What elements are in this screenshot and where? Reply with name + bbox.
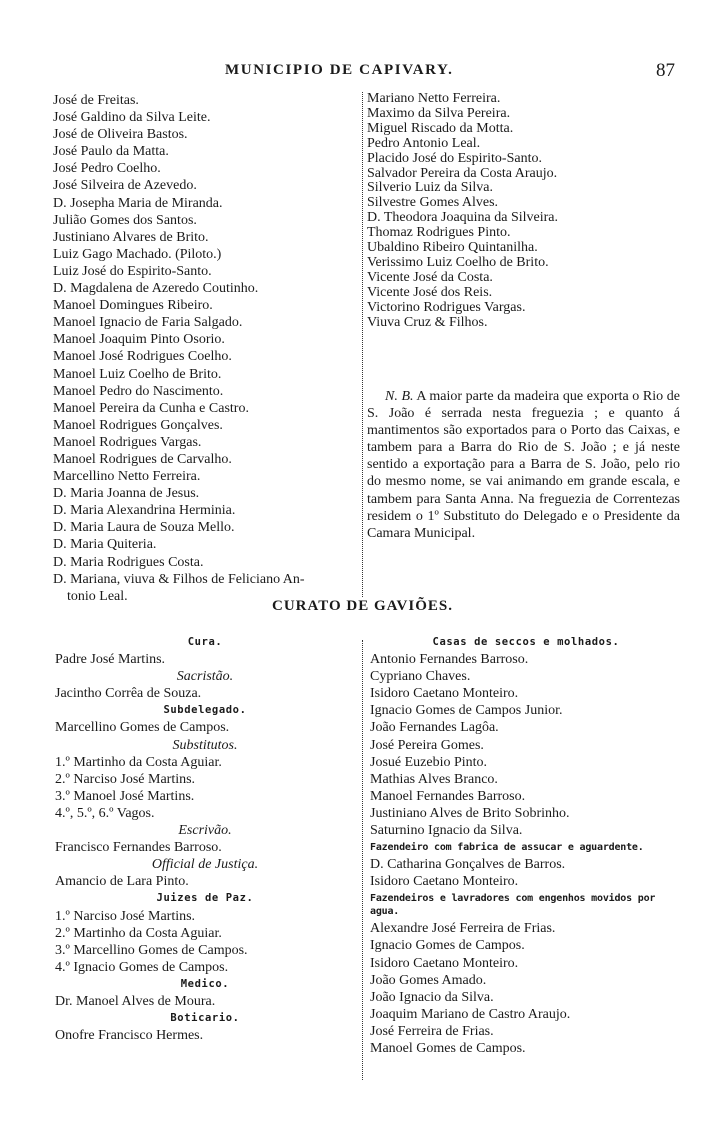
running-header bbox=[0, 62, 725, 84]
list-item: Mariano Netto Ferreira. bbox=[367, 91, 501, 106]
list-item: Salvador Pereira da Costa Araujo. bbox=[367, 165, 558, 181]
category-heading: Fazendeiros e lavradores com engenhos movidos por agua. bbox=[370, 893, 656, 918]
list-item: João Gomes Amado. bbox=[370, 972, 487, 988]
list-item: D. Maria Joanna de Jesus. bbox=[53, 486, 200, 502]
top-left-name-list bbox=[53, 92, 358, 605]
list-item: Manoel Pereira da Cunha e Castro. bbox=[53, 400, 249, 416]
role-heading: Sacristão. bbox=[176, 669, 234, 685]
list-item: José de Oliveira Bastos. bbox=[53, 127, 188, 143]
list-item: Isidoro Caetano Monteiro. bbox=[370, 686, 519, 702]
list-item: Viuva Cruz & Filhos. bbox=[367, 314, 488, 330]
list-item: 1.º Narciso José Martins. bbox=[55, 908, 196, 924]
list-item: 4.º, 5.º, 6.º Vagos. bbox=[55, 805, 155, 821]
list-item: Manoel Pedro do Nascimento. bbox=[53, 383, 224, 399]
list-item: Pedro Antonio Leal. bbox=[367, 135, 481, 151]
list-item: Dr. Manoel Alves de Moura. bbox=[55, 993, 216, 1009]
list-item: Vicente José da Costa. bbox=[367, 269, 493, 285]
list-item: D. Maria Quiteria. bbox=[53, 537, 157, 553]
page-number: 87 bbox=[656, 60, 675, 81]
list-item: Manoel Gomes de Campos. bbox=[370, 1040, 526, 1056]
page-header-title: MUNICIPIO DE CAPIVARY. bbox=[225, 62, 454, 78]
category-heading: Juizes de Paz. bbox=[156, 892, 254, 905]
list-item: Manoel Rodrigues de Carvalho. bbox=[53, 451, 232, 467]
category-heading: Cura. bbox=[187, 636, 223, 648]
list-item: Luiz Gago Machado. (Piloto.) bbox=[53, 246, 222, 262]
note-text: A maior parte da madeira que exporta o Rio de S. João é serrada nesta freguezia ; e quanto á mantimentos são exportados para o Porto das Caixas, e tambem para a Barra do Rio de S. João ; e já neste sentido a exportação para a Barra de S. João, pelo rio do mesmo nome, se vai animando em grande escala, e tambem para Santa Anna. Na freguezia de Correntezas residem o 1º Substituto do Delegado e o Presidente da Camara Municipal. bbox=[367, 389, 681, 541]
list-item: José Pereira Gomes. bbox=[370, 737, 484, 753]
section-title: CURATO DE GAVIÕES. bbox=[272, 598, 453, 614]
column-divider-top bbox=[362, 92, 363, 597]
list-item: Isidoro Caetano Monteiro. bbox=[370, 874, 519, 890]
list-item: Joaquim Mariano de Castro Araujo. bbox=[370, 1006, 571, 1022]
list-item: 3.º Marcellino Gomes de Campos. bbox=[55, 942, 248, 958]
list-item: Manoel Rodrigues Vargas. bbox=[53, 434, 202, 450]
list-item: Mathias Alves Branco. bbox=[370, 771, 498, 787]
list-item: Padre José Martins. bbox=[55, 652, 166, 668]
list-item: Alexandre José Ferreira de Frias. bbox=[370, 921, 556, 937]
list-item: Julião Gomes dos Santos. bbox=[53, 212, 197, 228]
list-item: João Ignacio da Silva. bbox=[370, 989, 494, 1005]
list-item: José de Freitas. bbox=[53, 93, 139, 108]
list-item: 1.º Martinho da Costa Aguiar. bbox=[55, 754, 222, 770]
role-heading: Official de Justiça. bbox=[151, 857, 259, 873]
list-item: Manoel Joaquim Pinto Osorio. bbox=[53, 332, 225, 348]
list-item: Thomaz Rodrigues Pinto. bbox=[367, 225, 511, 241]
list-item: 2.º Martinho da Costa Aguiar. bbox=[55, 925, 222, 941]
list-item: Justiniano Alvares de Brito. bbox=[53, 229, 209, 245]
curato-right-column bbox=[370, 634, 682, 1057]
list-item: José Galdino da Silva Leite. bbox=[53, 110, 211, 126]
list-item: Antonio Fernandes Barroso. bbox=[370, 652, 529, 668]
list-item: Manoel Rodrigues Gonçalves. bbox=[53, 417, 223, 433]
category-heading: Medico. bbox=[180, 977, 230, 990]
list-item: Ubaldino Ribeiro Quintanilha. bbox=[367, 240, 538, 256]
list-item: João Fernandes Lagôa. bbox=[370, 720, 499, 736]
column-divider-bottom bbox=[362, 640, 363, 1080]
list-item: Vicente José dos Reis. bbox=[367, 284, 493, 300]
list-item: Miguel Riscado da Motta. bbox=[367, 120, 514, 136]
list-item: D. Mariana, viuva & Filhos de Feliciano An- bbox=[53, 571, 305, 587]
list-item: Ignacio Gomes de Campos. bbox=[370, 938, 525, 954]
list-item: Manoel Fernandes Barroso. bbox=[370, 788, 526, 804]
list-item: Marcellino Netto Ferreira. bbox=[53, 469, 201, 485]
list-item: Placido José do Espirito-Santo. bbox=[367, 150, 542, 166]
list-item: Ignacio Gomes de Campos Junior. bbox=[370, 703, 563, 719]
list-item: José Silveira de Azevedo. bbox=[53, 178, 197, 194]
list-item: Verissimo Luiz Coelho de Brito. bbox=[367, 254, 549, 270]
list-item: Marcellino Gomes de Campos. bbox=[55, 720, 230, 736]
category-heading: Boticario. bbox=[170, 1012, 240, 1025]
list-item: Manoel José Rodrigues Coelho. bbox=[53, 349, 232, 365]
list-item: Isidoro Caetano Monteiro. bbox=[370, 955, 519, 971]
list-item: Saturnino Ignacio da Silva. bbox=[370, 823, 523, 839]
list-item: Maximo da Silva Pereira. bbox=[367, 105, 511, 121]
category-heading: Casas de seccos e molhados. bbox=[432, 636, 620, 648]
category-heading: Fazendeiro com fabrica de assucar e aguardente. bbox=[370, 842, 644, 854]
list-item: D. Maria Alexandrina Herminia. bbox=[53, 503, 236, 519]
list-item: José Paulo da Matta. bbox=[53, 144, 169, 160]
list-item: D. Maria Rodrigues Costa. bbox=[53, 554, 204, 570]
list-item: Jacintho Corrêa de Souza. bbox=[55, 686, 202, 702]
list-item: Silvestre Gomes Alves. bbox=[367, 195, 499, 211]
list-item: D. Josepha Maria de Miranda. bbox=[53, 195, 223, 211]
note-paragraph bbox=[367, 388, 680, 542]
list-item: Cypriano Chaves. bbox=[370, 669, 471, 685]
list-item: Francisco Fernandes Barroso. bbox=[55, 840, 222, 856]
category-heading: Subdelegado. bbox=[163, 704, 247, 717]
list-item: D. Magdalena de Azeredo Coutinho. bbox=[53, 281, 259, 297]
role-heading: Escrivão. bbox=[178, 823, 232, 839]
list-item: Victorino Rodrigues Vargas. bbox=[367, 299, 526, 315]
list-item: Luiz José do Espirito-Santo. bbox=[53, 263, 212, 279]
note-label: N. B. bbox=[385, 389, 414, 404]
list-item: D. Catharina Gonçalves de Barros. bbox=[370, 857, 566, 873]
list-item: Onofre Francisco Hermes. bbox=[55, 1028, 204, 1044]
role-heading: Substitutos. bbox=[172, 737, 238, 753]
list-item-continuation: tonio Leal. bbox=[67, 588, 128, 604]
list-item: Silverio Luiz da Silva. bbox=[367, 180, 493, 196]
list-item: Manoel Domingues Ribeiro. bbox=[53, 298, 213, 314]
list-item: D. Maria Laura de Souza Mello. bbox=[53, 520, 235, 536]
list-item: Manoel Luiz Coelho de Brito. bbox=[53, 366, 222, 382]
list-item: D. Theodora Joaquina da Silveira. bbox=[367, 210, 559, 226]
list-item: 2.º Narciso José Martins. bbox=[55, 771, 196, 787]
list-item: 4.º Ignacio Gomes de Campos. bbox=[55, 959, 229, 975]
curato-left-column bbox=[55, 634, 355, 1044]
list-item: 3.º Manoel José Martins. bbox=[55, 788, 195, 804]
list-item: Justiniano Alves de Brito Sobrinho. bbox=[370, 805, 570, 821]
list-item: José Ferreira de Frias. bbox=[370, 1023, 494, 1039]
list-item: José Pedro Coelho. bbox=[53, 161, 161, 177]
top-right-name-list bbox=[367, 92, 682, 331]
list-item: Amancio de Lara Pinto. bbox=[55, 874, 189, 890]
list-item: Josué Euzebio Pinto. bbox=[370, 754, 488, 770]
list-item: Manoel Ignacio de Faria Salgado. bbox=[53, 315, 243, 331]
